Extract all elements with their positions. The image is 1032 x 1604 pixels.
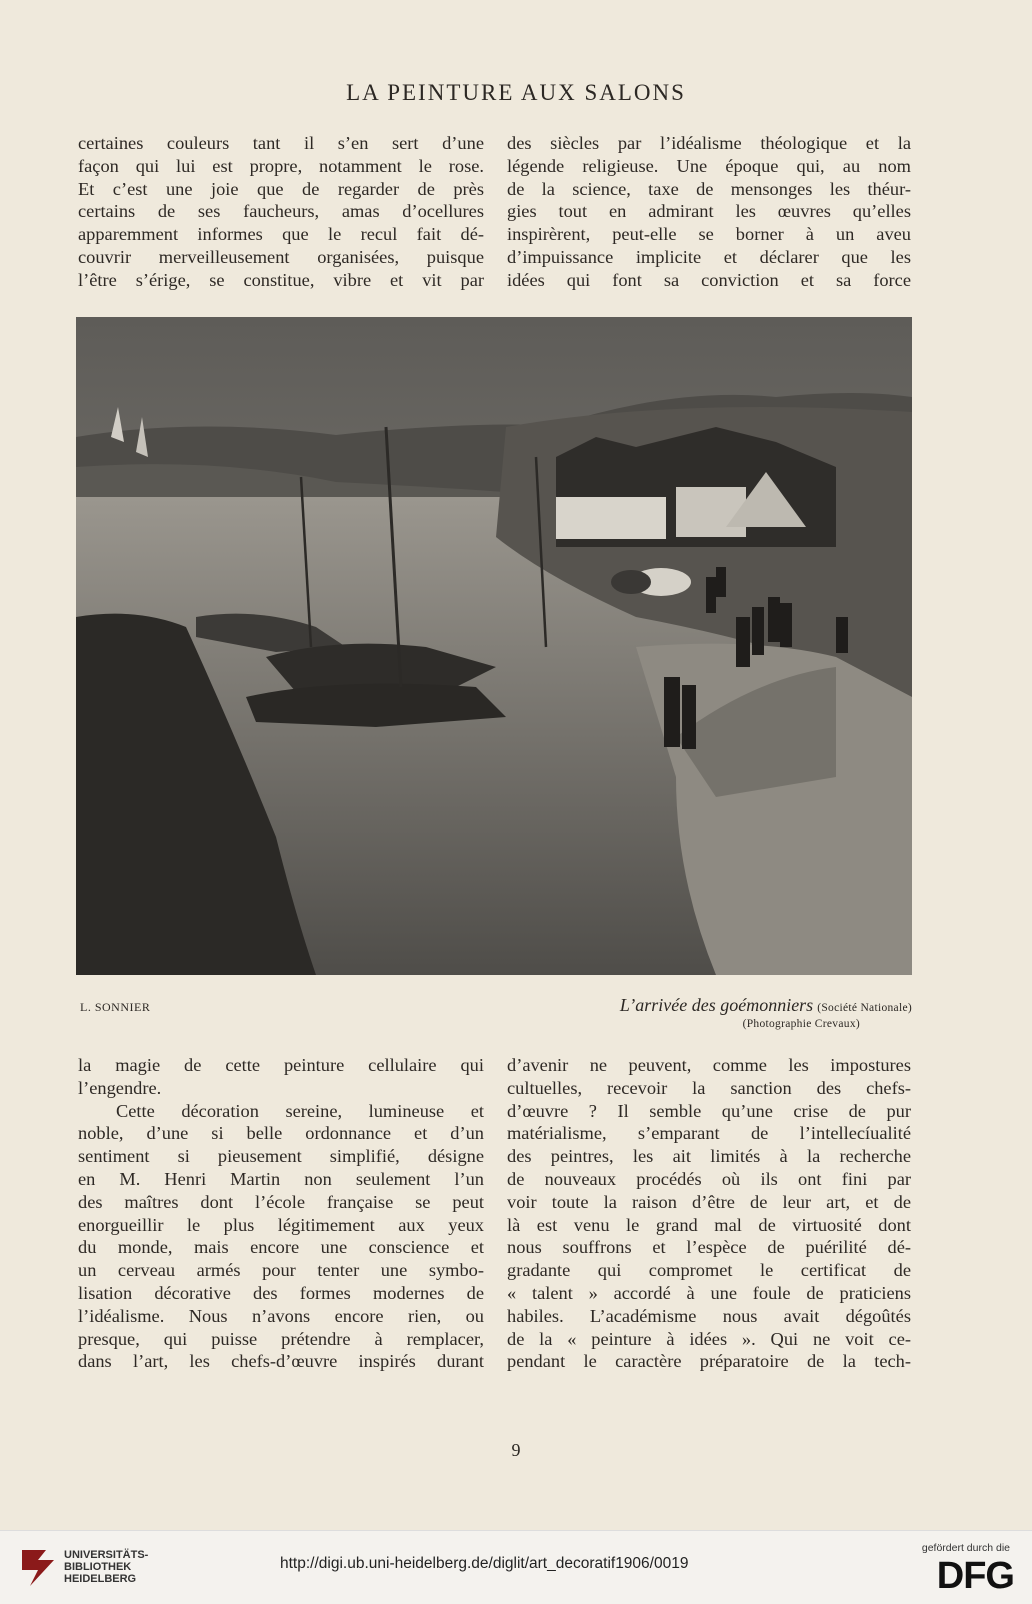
text-line: Cette décoration sereine, lumineuse et (116, 1100, 484, 1121)
library-name[interactable]: UNIVERSITÄTS- BIBLIOTHEK HEIDELBERG (64, 1549, 149, 1585)
text-line: habiles. L’académisme nous avait dégoûtés (507, 1305, 911, 1326)
text-line: de nouveaux procédés où ils ont fini par (507, 1168, 911, 1189)
permalink-url[interactable]: http://digi.ub.uni-heidelberg.de/diglit/art_decoratif1906/0019 (280, 1555, 689, 1572)
text-line: gradante qui compromet le certificat de (507, 1260, 911, 1281)
text-line: lisation décorative des formes modernes de (78, 1282, 484, 1303)
text-line: d’avenir ne peuvent, comme les impostures (507, 1055, 911, 1075)
running-header: LA PEINTURE AUX SALONS (346, 80, 686, 105)
text-line: en M. Henri Martin non seulement l’un (78, 1168, 484, 1189)
text-line: idées qui font sa conviction et sa force (507, 269, 911, 290)
text-column-bottom-left (78, 1054, 484, 1373)
text-line: sentiment si pieusement simplifié, désigne (78, 1146, 484, 1167)
text-line: noble, d’une si belle ordonnance et d’un (78, 1123, 484, 1144)
text-line: de la science, taxe de mensonges les théur- (507, 178, 911, 199)
text-line: d’œuvre ? Il semble qu’une crise de pur (507, 1100, 911, 1121)
text-line: enorgueillir le plus légitimement aux yeux (78, 1214, 484, 1235)
text-line: des siècles par l’idéalisme théologique et la (507, 133, 911, 153)
text-line: certains de ses faucheurs, amas d’ocellures (78, 201, 484, 222)
painting-image (76, 317, 912, 975)
text-line: façon qui lui est propre, notamment le rose. (78, 155, 484, 176)
text-line: voir toute la raison d’être de leur art, et de (507, 1191, 911, 1212)
text-line: de la « peinture à idées ». Qui ne voit ce- (507, 1328, 911, 1349)
university-library-logo-icon[interactable] (18, 1546, 58, 1590)
text-line: certaines couleurs tant il s’en sert d’une (78, 133, 484, 153)
text-line: nous souffrons et l’espèce de puérilité dé- (507, 1237, 911, 1258)
text-line: apparemment informes que le recul fait dé- (78, 224, 484, 245)
text-line: l’engendre. (78, 1077, 162, 1098)
text-line: pendant le caractère préparatoire de la tech- (507, 1351, 911, 1372)
text-line: couvrir merveilleusement organisées, puisque (78, 246, 484, 267)
caption-title: L’arrivée des goémonniers (619, 995, 814, 1015)
painting-reproduction (76, 317, 912, 975)
text-column-top-right (507, 132, 911, 292)
text-line: des maîtres dont l’école française se peut (78, 1191, 484, 1212)
text-line: un cerveau armés pour tenter une symbo- (78, 1260, 484, 1281)
text-line: légende religieuse. Une époque qui, au nom (507, 155, 911, 176)
text-line: l’être s’érige, se constitue, vibre et vit par (78, 269, 484, 290)
text-column-bottom-right (507, 1054, 911, 1373)
text-line: Et c’est une joie que de regarder de près (78, 178, 484, 199)
caption-venue: (Société Nationale) (817, 1002, 912, 1014)
text-line: « talent » accordé à une foule de praticiens (507, 1282, 911, 1303)
text-line: d’impuissance implicite et déclarer que les (507, 246, 911, 267)
text-line: presque, qui puisse prétendre à remplacer, (78, 1328, 484, 1349)
text-line: l’idéalisme. Nous n’avons encore rien, ou (78, 1305, 484, 1326)
text-line: dans l’art, les chefs-d’œuvre inspirés durant (78, 1351, 484, 1372)
text-line: matérialisme, s’emparant de l’intellecíualité (507, 1123, 911, 1144)
viewer-footer (0, 1530, 1032, 1604)
text-line: la magie de cette peinture cellulaire qui (78, 1055, 484, 1075)
caption-artist: L. SONNIER (80, 1000, 151, 1014)
caption-credit: (Photographie Crevaux) (742, 1018, 860, 1030)
text-column-top-left (78, 132, 484, 292)
text-line: gies tout en admirant les œuvres qu’elles (507, 201, 911, 222)
caption-title-block (620, 995, 912, 1030)
text-line: cultuelles, recevoir la sanction des chefs- (507, 1077, 911, 1098)
dfg-logo[interactable]: DFG (936, 1555, 1014, 1597)
page-number: 9 (511, 1440, 521, 1460)
text-line: inspirèrent, peut-elle se borner à un aveu (507, 224, 911, 245)
text-line: des peintres, les ait limités à la recherche (507, 1146, 911, 1167)
sponsor-label: gefördert durch die (921, 1542, 1010, 1554)
text-line: du monde, mais encore une conscience et (78, 1237, 484, 1258)
text-line: là est venu le grand mal de virtuosité dont (507, 1214, 911, 1235)
